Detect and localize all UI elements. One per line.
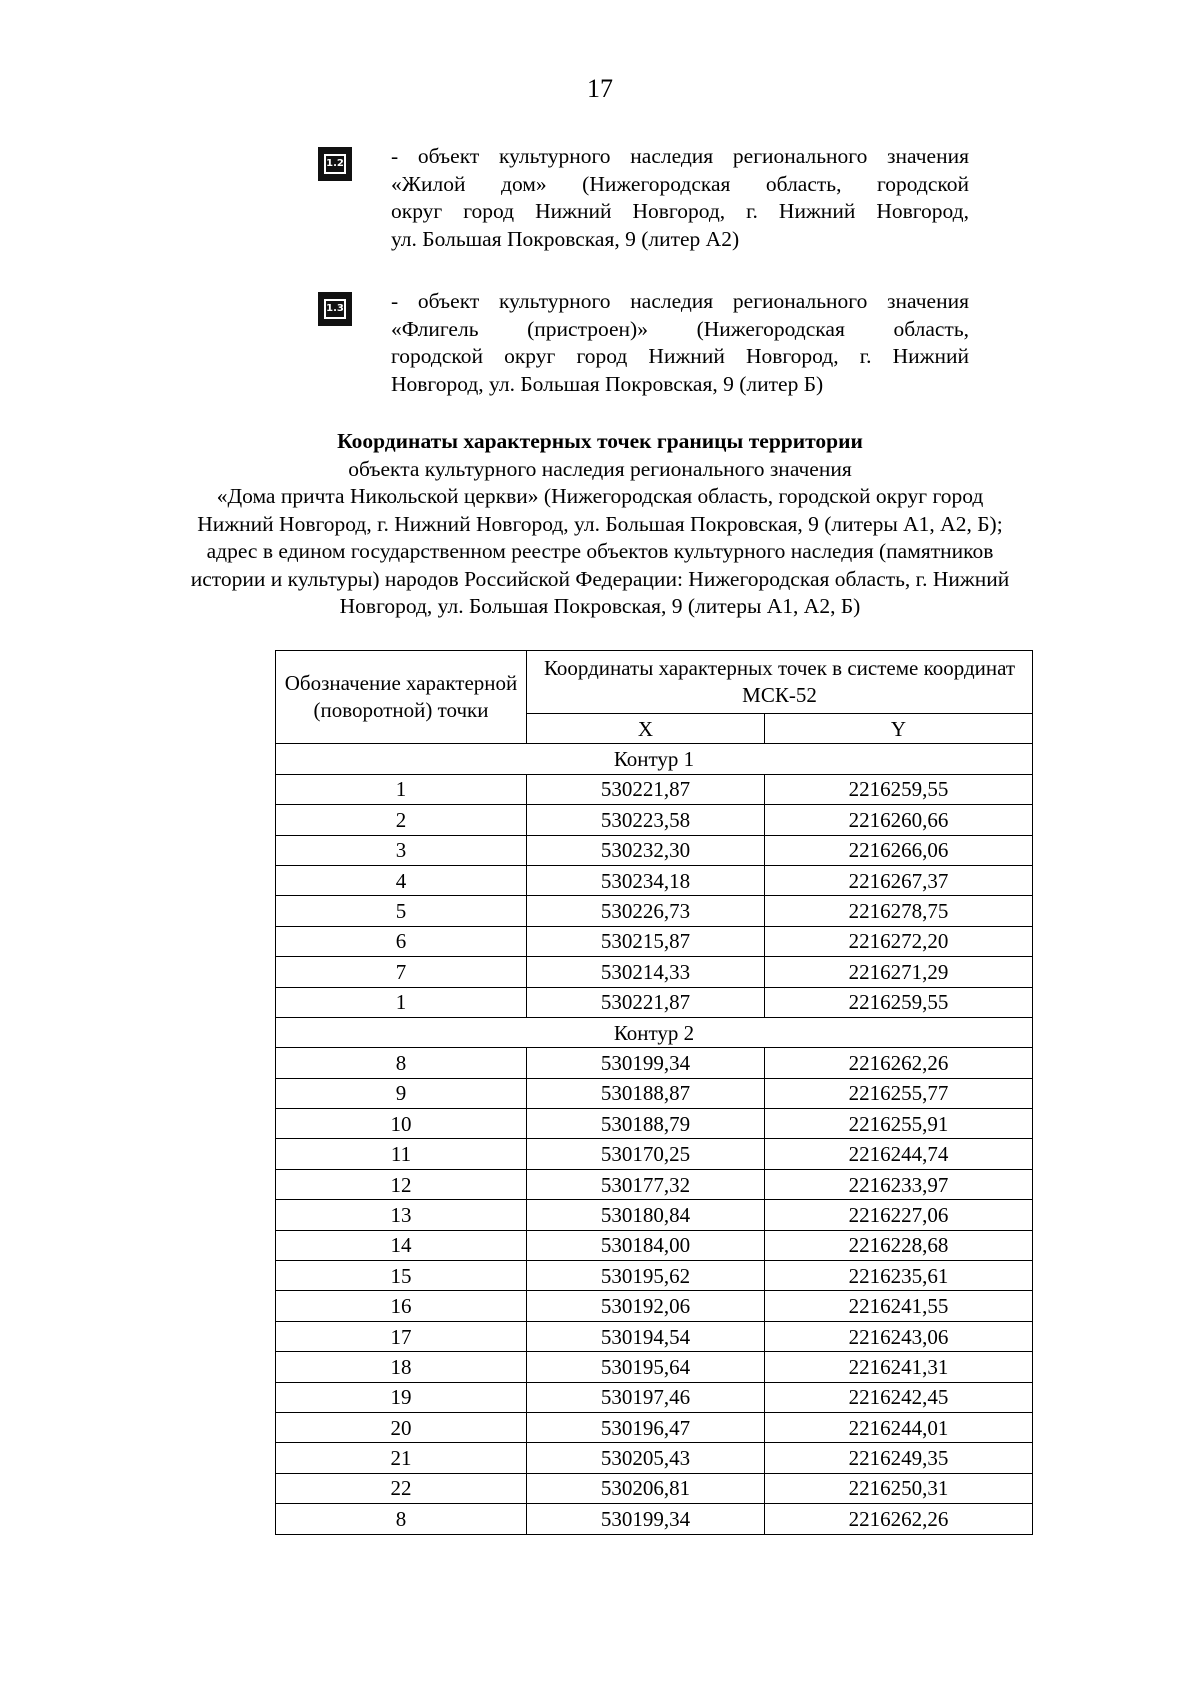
coordinate-y: 2216242,45 [765,1382,1033,1412]
coordinate-x: 530226,73 [527,896,765,926]
header-coordinates: Координаты характерных точек в системе координат МСК-52 [527,651,1033,714]
coordinates-body [276,744,1033,1534]
header-y: Y [765,714,1033,744]
table-row [276,1261,1033,1291]
page-number: 17 [587,74,613,103]
heading-line: адрес в едином государственном реестре объектов культурного наследия (памятников [206,539,994,563]
coordinate-y: 2216249,35 [765,1443,1033,1473]
coordinate-x: 530195,62 [527,1261,765,1291]
legend-line: округ город Нижний Новгород, г. Нижний Новгород, [391,199,969,223]
heading-line: «Дома причта Никольской церкви» (Нижегородская область, городской округ город [216,484,984,508]
coordinate-y: 2216262,26 [765,1048,1033,1078]
table-row [276,1230,1033,1260]
coordinate-x: 530180,84 [527,1200,765,1230]
point-number: 7 [276,957,527,987]
coordinate-x: 530223,58 [527,805,765,835]
point-number: 4 [276,865,527,895]
coordinate-y: 2216235,61 [765,1261,1033,1291]
heading-line: истории и культуры) народов Российской Федерации: Нижегородская область, г. Нижний [190,566,1010,591]
heading-line: Новгород, ул. Большая Покровская, 9 (литеры А1, А2, Б) [339,594,861,618]
table-row [276,926,1033,956]
point-number: 12 [276,1169,527,1199]
coordinate-y: 2216262,26 [765,1504,1033,1534]
coordinate-x: 530170,25 [527,1139,765,1169]
table-row [276,957,1033,987]
legend-line: - объект культурного наследия регионального значения [391,289,969,313]
coordinate-x: 530184,00 [527,1230,765,1260]
point-number: 6 [276,926,527,956]
coordinate-x: 530221,87 [527,774,765,804]
legend-line: городской округ город Нижний Новгород, г. Нижний [391,344,969,368]
point-number: 3 [276,835,527,865]
coordinate-y: 2216271,29 [765,957,1033,987]
legend-symbol-icon [318,147,352,181]
coordinate-y: 2216241,55 [765,1291,1033,1321]
contour-label: Контур 1 [276,744,1033,774]
table-row [276,865,1033,895]
coordinate-x: 530199,34 [527,1504,765,1534]
legend-symbol-icon [318,292,352,326]
coordinate-y: 2216278,75 [765,896,1033,926]
table-row [276,896,1033,926]
point-number: 2 [276,805,527,835]
coordinate-x: 530206,81 [527,1473,765,1503]
heading-line: объекта культурного наследия регионального значения [348,456,852,481]
heading-title: Координаты характерных точек границы территории [337,429,863,453]
point-number: 9 [276,1078,527,1108]
coordinates-table [275,650,1033,1535]
legend-description [391,143,969,253]
table-row [276,1291,1033,1321]
coordinate-x: 530215,87 [527,926,765,956]
point-number: 1 [276,774,527,804]
table-row [276,1078,1033,1108]
point-number: 20 [276,1412,527,1442]
table-row [276,835,1033,865]
coordinate-x: 530232,30 [527,835,765,865]
legend-line: Новгород, ул. Большая Покровская, 9 (литер Б) [391,371,824,396]
table-row [276,1321,1033,1351]
point-number: 1 [276,987,527,1017]
coordinate-y: 2216244,01 [765,1412,1033,1442]
coordinate-y: 2216241,31 [765,1352,1033,1382]
coordinate-x: 530194,54 [527,1321,765,1351]
table-row [276,1382,1033,1412]
table-row [276,1109,1033,1139]
coordinate-y: 2216255,77 [765,1078,1033,1108]
table-row [276,1443,1033,1473]
table-row [276,1048,1033,1078]
coordinate-y: 2216260,66 [765,805,1033,835]
point-number: 17 [276,1321,527,1351]
coordinate-x: 530192,06 [527,1291,765,1321]
coordinate-y: 2216272,20 [765,926,1033,956]
coordinate-y: 2216227,06 [765,1200,1033,1230]
table-row [276,1473,1033,1503]
point-number: 13 [276,1200,527,1230]
legend-symbol-label: 1.2 [324,154,346,174]
point-number: 21 [276,1443,527,1473]
point-number: 18 [276,1352,527,1382]
coordinate-y: 2216228,68 [765,1230,1033,1260]
coordinate-x: 530197,46 [527,1382,765,1412]
table-row [276,1169,1033,1199]
table-row [276,1504,1033,1534]
table-row [276,805,1033,835]
coordinate-x: 530234,18 [527,865,765,895]
table-row [276,1139,1033,1169]
coordinate-y: 2216259,55 [765,774,1033,804]
legend-line: - объект культурного наследия регионального значения [391,144,969,168]
coordinate-x: 530188,87 [527,1078,765,1108]
coordinate-x: 530188,79 [527,1109,765,1139]
heading-line: Нижний Новгород, г. Нижний Новгород, ул. Большая Покровская, 9 (литеры А1, А2, Б); [197,511,1003,536]
point-number: 5 [276,896,527,926]
coordinate-y: 2216255,91 [765,1109,1033,1139]
coordinate-x: 530205,43 [527,1443,765,1473]
coordinate-y: 2216250,31 [765,1473,1033,1503]
coordinate-y: 2216233,97 [765,1169,1033,1199]
point-number: 22 [276,1473,527,1503]
coordinate-x: 530196,47 [527,1412,765,1442]
point-number: 15 [276,1261,527,1291]
coordinate-y: 2216267,37 [765,865,1033,895]
contour-header-row [276,744,1033,774]
point-number: 8 [276,1504,527,1534]
legend-line: ул. Большая Покровская, 9 (литер А2) [391,226,740,251]
coordinate-y: 2216259,55 [765,987,1033,1017]
table-row [276,1352,1033,1382]
coordinate-x: 530221,87 [527,987,765,1017]
point-number: 14 [276,1230,527,1260]
contour-header-row [276,1017,1033,1047]
point-number: 10 [276,1109,527,1139]
legend-line: «Жилой дом» (Нижегородская область, городской [391,171,969,196]
table-row [276,774,1033,804]
legend-description [391,288,969,398]
table-row [276,1412,1033,1442]
coordinate-x: 530199,34 [527,1048,765,1078]
contour-label: Контур 2 [276,1017,1033,1047]
coordinate-y: 2216266,06 [765,835,1033,865]
point-number: 19 [276,1382,527,1412]
point-number: 16 [276,1291,527,1321]
coordinate-x: 530214,33 [527,957,765,987]
point-number: 11 [276,1139,527,1169]
coordinate-x: 530195,64 [527,1352,765,1382]
coordinate-x: 530177,32 [527,1169,765,1199]
header-x: X [527,714,765,744]
table-row [276,1200,1033,1230]
table-row [276,987,1033,1017]
header-point-designation: Обозначение характерной (поворотной) точки [276,651,527,744]
section-heading [150,428,1050,621]
point-number: 8 [276,1048,527,1078]
legend-line: «Флигель (пристроен)» (Нижегородская область, [391,316,969,341]
coordinate-y: 2216244,74 [765,1139,1033,1169]
legend-symbol-label: 1.3 [324,299,346,319]
coordinate-y: 2216243,06 [765,1321,1033,1351]
